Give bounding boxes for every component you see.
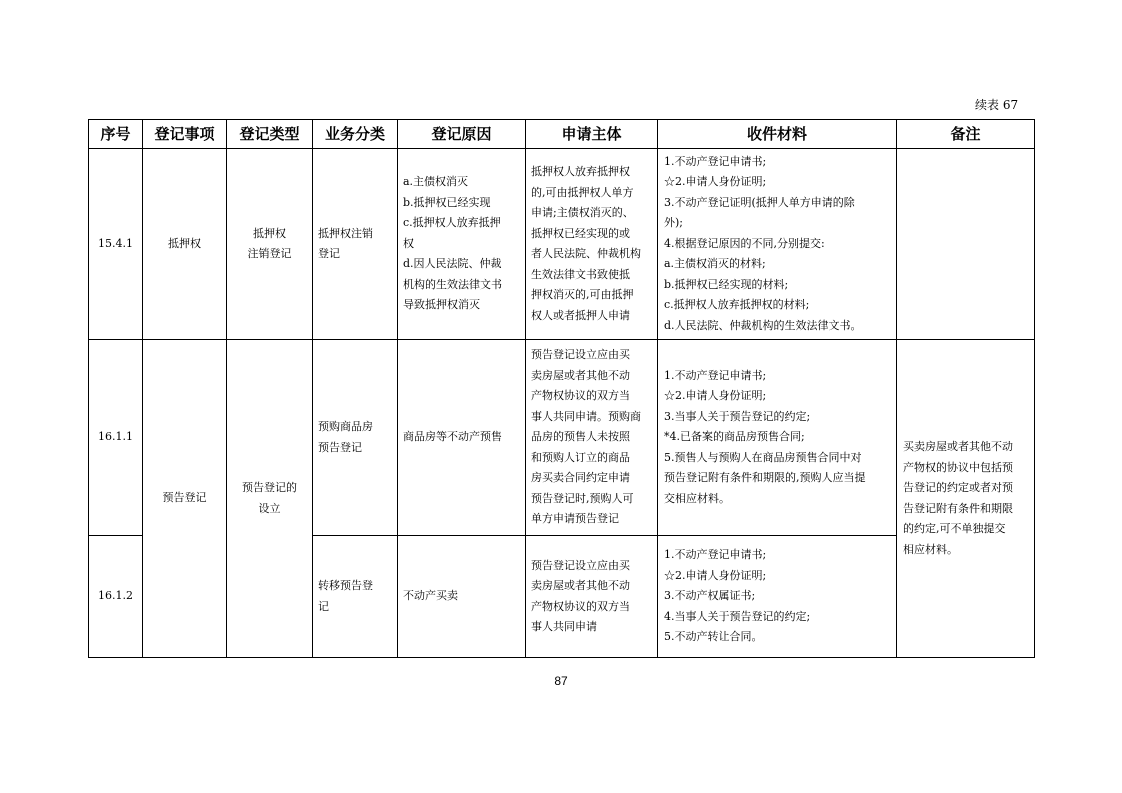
cell-text-line: 转移预告登 <box>318 579 373 592</box>
header-row <box>89 120 1035 149</box>
type-cell <box>227 340 313 658</box>
cell-text-line: 买卖房屋或者其他不动 <box>903 440 1013 453</box>
reason-cell <box>398 149 526 340</box>
seq-cell: 16.1.2 <box>89 536 143 658</box>
cell-text-line: 生效法律文书致使抵 <box>531 267 630 281</box>
cell-text-line: b.抵押权已经实现的材料; <box>664 277 789 291</box>
cell-text-line: 登记 <box>318 247 340 260</box>
cell-text-line: a.主债权消灭 <box>403 175 469 189</box>
cell-text-line: ☆2.申请人身份证明; <box>664 175 767 189</box>
cell-text-line: 记 <box>318 599 329 613</box>
cell-text-line: 告登记的约定或者对预 <box>903 481 1013 494</box>
category-cell <box>313 149 398 340</box>
cell-text-line: 交相应材料。 <box>664 491 730 505</box>
cell-text-line: 卖房屋或者其他不动 <box>531 579 630 592</box>
cell-text-line: d.因人民法院、仲裁 <box>403 257 502 271</box>
cell-text-line: 抵押权 <box>253 226 286 240</box>
cell-text-line: 者人民法院、仲裁机构 <box>531 247 641 260</box>
cell-text-line: 的约定,可不单独提交 <box>903 522 1006 535</box>
registration-table <box>88 119 1035 658</box>
seq-cell: 16.1.1 <box>89 340 143 536</box>
header-type: 登记类型 <box>227 120 313 149</box>
page-number: 87 <box>554 674 568 688</box>
cell-text-line: 押权消灭的,可由抵押 <box>531 288 634 301</box>
cell-text-line: 和预购人订立的商品 <box>531 450 630 464</box>
remarks-cell <box>897 149 1035 340</box>
cell-text-line: c.抵押权人放弃抵押权的材料; <box>664 298 810 312</box>
applicant-cell <box>526 536 658 658</box>
cell-text-line: d.人民法院、仲裁机构的生效法律文书。 <box>664 318 862 332</box>
cell-text-line: 设立 <box>258 501 281 515</box>
header-category: 业务分类 <box>313 120 398 149</box>
header-materials: 收件材料 <box>658 120 897 149</box>
seq-cell: 15.4.1 <box>89 149 143 340</box>
header-remarks: 备注 <box>897 120 1035 149</box>
cell-text-line: 预告登记时,预购人可 <box>531 491 634 505</box>
cell-text-line: 房买卖合同约定申请 <box>531 471 630 485</box>
materials-cell <box>658 149 897 340</box>
header-seq: 序号 <box>89 120 143 149</box>
materials-cell <box>658 340 897 536</box>
cell-text-line: 权人或者抵押人申请 <box>531 308 630 322</box>
cell-text-line: 相应材料。 <box>903 542 958 556</box>
cell-text-line: 品房的预售人未按照 <box>531 430 630 444</box>
cell-text-line: 申请;主债权消灭的、 <box>531 206 634 219</box>
cell-text-line: 1.不动产登记申请书; <box>664 154 767 168</box>
cell-text-line: 3.不动产权属证书; <box>664 589 756 603</box>
cell-text-line: 权 <box>403 236 414 250</box>
cell-text-line: 1.不动产登记申请书; <box>664 548 767 562</box>
cell-text-line: 4.当事人关于预告登记的约定; <box>664 609 811 623</box>
cell-text-line: 产物权协议的双方当 <box>531 599 630 613</box>
cell-text-line: 预告登记 <box>318 440 362 454</box>
applicant-cell <box>526 149 658 340</box>
cell-text-line: 产物权协议的双方当 <box>531 389 630 403</box>
cell-text-line: 抵押权注销 <box>318 226 373 240</box>
cell-text-line: *4.已备案的商品房预售合同; <box>664 430 805 444</box>
cell-text-line: 预购商品房 <box>318 420 373 433</box>
reason-cell: 商品房等不动产预售 <box>398 340 526 536</box>
reason-cell: 不动产买卖 <box>398 536 526 658</box>
cell-text-line: 抵押权人放弃抵押权 <box>531 165 630 178</box>
applicant-cell <box>526 340 658 536</box>
cell-text-line: 4.根据登记原因的不同,分别提交: <box>664 236 825 250</box>
cell-text-line: 事人共同申请。预购商 <box>531 409 641 423</box>
cell-text-line: 抵押权已经实现的或 <box>531 226 630 240</box>
cell-text-line: 告登记附有条件和期限 <box>903 501 1013 515</box>
cell-text-line: 导致抵押权消灭 <box>403 298 480 312</box>
table-row <box>89 149 1035 340</box>
category-cell <box>313 536 398 658</box>
cell-text-line: 预告登记附有条件和期限的,预购人应当提 <box>664 471 866 485</box>
cell-text-line: 机构的生效法律文书 <box>403 277 502 291</box>
cell-text-line: a.主债权消灭的材料; <box>664 257 766 271</box>
cell-text-line: ☆2.申请人身份证明; <box>664 389 767 403</box>
cell-text-line: 事人共同申请 <box>531 620 597 633</box>
cell-text-line: 预告登记设立应由买 <box>531 348 630 362</box>
header-reason: 登记原因 <box>398 120 526 149</box>
category-cell <box>313 340 398 536</box>
continued-table-label: 续表 67 <box>975 98 1019 112</box>
header-item: 登记事项 <box>143 120 227 149</box>
header-applicant: 申请主体 <box>526 120 658 149</box>
cell-text-line: 预告登记设立应由买 <box>531 558 630 572</box>
cell-text-line: 5.预售人与预购人在商品房预售合同中对 <box>664 450 862 464</box>
cell-text-line: 预告登记的 <box>242 481 297 494</box>
cell-text-line: 5.不动产转让合同。 <box>664 630 763 644</box>
cell-text-line: 卖房屋或者其他不动 <box>531 368 630 382</box>
cell-text-line: 外); <box>664 216 683 230</box>
item-cell: 预告登记 <box>143 340 227 658</box>
cell-text-line: 注销登记 <box>247 247 292 260</box>
cell-text-line: ☆2.申请人身份证明; <box>664 568 767 582</box>
cell-text-line: 1.不动产登记申请书; <box>664 368 767 382</box>
cell-text-line: 产物权的协议中包括预 <box>903 460 1013 474</box>
table-row <box>89 340 1035 536</box>
cell-text-line: 的,可由抵押权人单方 <box>531 185 634 199</box>
cell-text-line: 3.当事人关于预告登记的约定; <box>664 409 811 423</box>
cell-text-line: c.抵押权人放弃抵押 <box>403 216 501 230</box>
materials-cell <box>658 536 897 658</box>
cell-text-line: b.抵押权已经实现 <box>403 195 491 209</box>
item-cell: 抵押权 <box>143 149 227 340</box>
remarks-cell <box>897 340 1035 658</box>
cell-text-line: 单方申请预告登记 <box>531 512 619 526</box>
type-cell <box>227 149 313 340</box>
cell-text-line: 3.不动产登记证明(抵押人单方申请的除 <box>664 195 855 209</box>
